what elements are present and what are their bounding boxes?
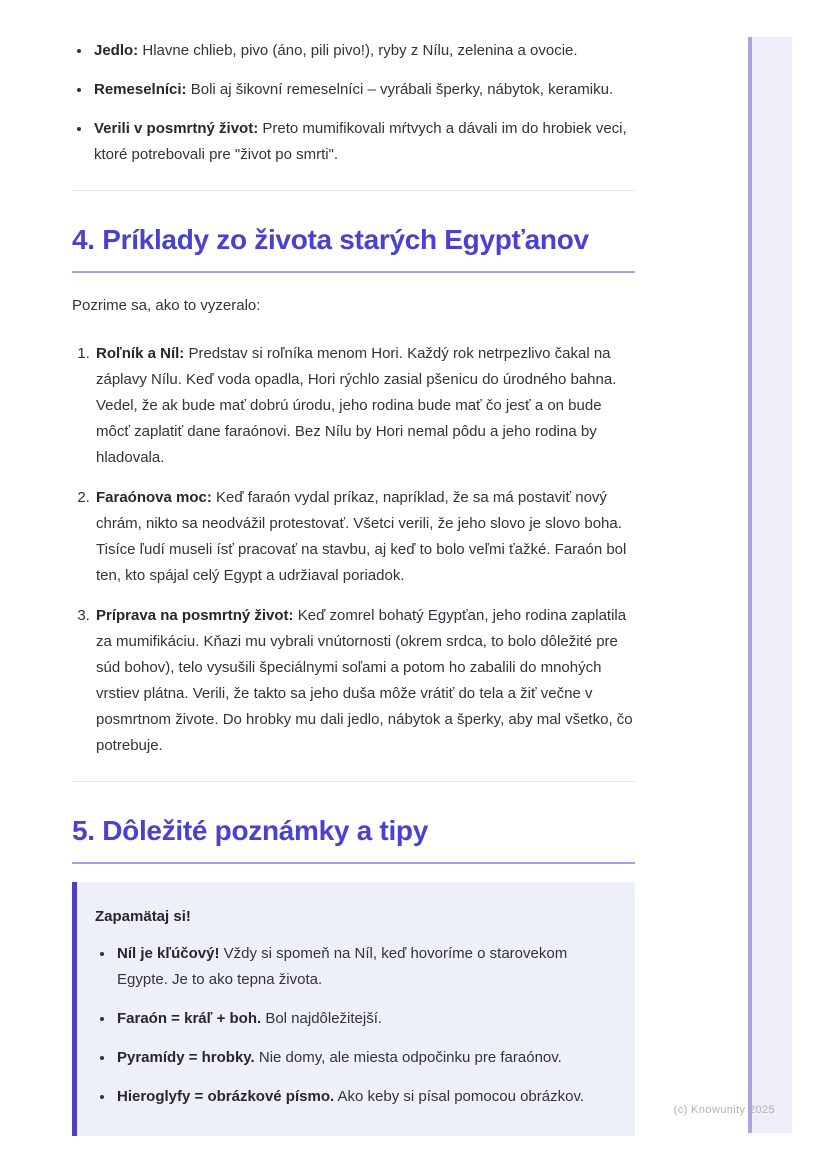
list-item [92,38,635,64]
list-item-text: Preto mumifikovali mŕtvych a dávali im do hrobiek veci, ktoré potrebovali pre "život po smrti". [94,120,627,163]
document-content [72,0,635,1136]
section-divider [72,781,635,782]
section-4-numbered-list [72,341,635,759]
list-item [115,1006,611,1032]
page-edge-strip [748,37,792,1133]
list-item [115,1045,611,1071]
intro-bullet-list [72,38,635,168]
list-item-lead: Faraónova moc: [96,489,212,506]
list-item-lead: Remeselníci: [94,81,187,98]
copyright-notice: (c) Knowunity 2025 [673,1104,775,1116]
list-item-text: Vždy si spomeň na Níl, keď hovoríme o starovekom Egypte. Je to ako tepna života. [117,945,568,988]
list-item-lead: Verili v posmrtný život: [94,120,259,137]
list-item-lead: Pyramídy = hrobky. [117,1049,255,1066]
list-item-text: Keď faraón vydal príkaz, napríklad, že sa má postaviť nový chrám, nikto sa neodvážil protestovať. Všetci verili, že jeho slovo je slovo boha. Tisíce ľudí museli ísť pracovať na stavbu, aj keď to bolo veľmi ťažké. Faraón bol ten, kto spájal celý Egypt a udržiaval poriadok. [96,489,627,584]
list-item-lead: Roľník a Níl: [96,345,185,362]
callout-title: Zapamätaj si! [95,908,191,925]
list-item-lead: Faraón = kráľ + boh. [117,1010,262,1027]
remember-callout-box [72,882,635,1136]
section-divider [72,190,635,191]
list-item-text: Nie domy, ale miesta odpočinku pre faraónov. [258,1049,562,1066]
list-item [115,1084,611,1110]
list-item-text: Ako keby si písal pomocou obrázkov. [337,1088,585,1105]
list-item [115,941,611,993]
list-item-lead: Níl je kľúčový! [117,945,220,962]
section-4-heading: 4. Príklady zo života starých Egypťanov [72,224,635,273]
numbered-item [94,485,635,589]
list-item-text: Bol najdôležitejší. [265,1010,383,1027]
list-item-text: Predstav si roľníka menom Hori. Každý rok netrpezlivo čakal na záplavy Nílu. Keď voda opadla, Hori rýchlo zasial pšenicu do úrodného bahna. Vedel, že ak bude mať dobrú úrodu, jeho rodina bude mať čo jesť a on bude môcť zaplatiť dane faraónovi. Bez Nílu by Hori nemal pôdu a jeho rodina by hladovala. [96,345,617,466]
section-4-intro: Pozrime sa, ako to vyzeralo: [72,297,261,314]
list-item-text: Boli aj šikovní remeselníci – vyrábali šperky, nábytok, keramiku. [190,81,614,98]
list-item-lead: Jedlo: [94,42,139,59]
list-item-lead: Príprava na posmrtný život: [96,607,294,624]
section-5-heading: 5. Dôležité poznámky a tipy [72,815,635,864]
numbered-item [94,341,635,471]
list-item [92,77,635,103]
numbered-item [94,603,635,759]
list-item-text: Hlavne chlieb, pivo (áno, pili pivo!), ryby z Nílu, zelenina a ovocie. [142,42,578,59]
callout-bullet-list [95,941,611,1110]
list-item [92,116,635,168]
list-item-lead: Hieroglyfy = obrázkové písmo. [117,1088,335,1105]
list-item-text: Keď zomrel bohatý Egypťan, jeho rodina zaplatila za mumifikáciu. Kňazi mu vybrali vnútornosti (okrem srdca, to bolo dôležité pre súd bohov), telo vysušili špeciálnymi soľami a potom ho zabalili do mnohých vrstiev plátna. Verili, že takto sa jeho duša môže vrátiť do tela a žiť večne v posmrtnom živote. Do hrobky mu dali jedlo, nábytok a šperky, aby mal všetko, čo potrebuje. [96,607,633,754]
